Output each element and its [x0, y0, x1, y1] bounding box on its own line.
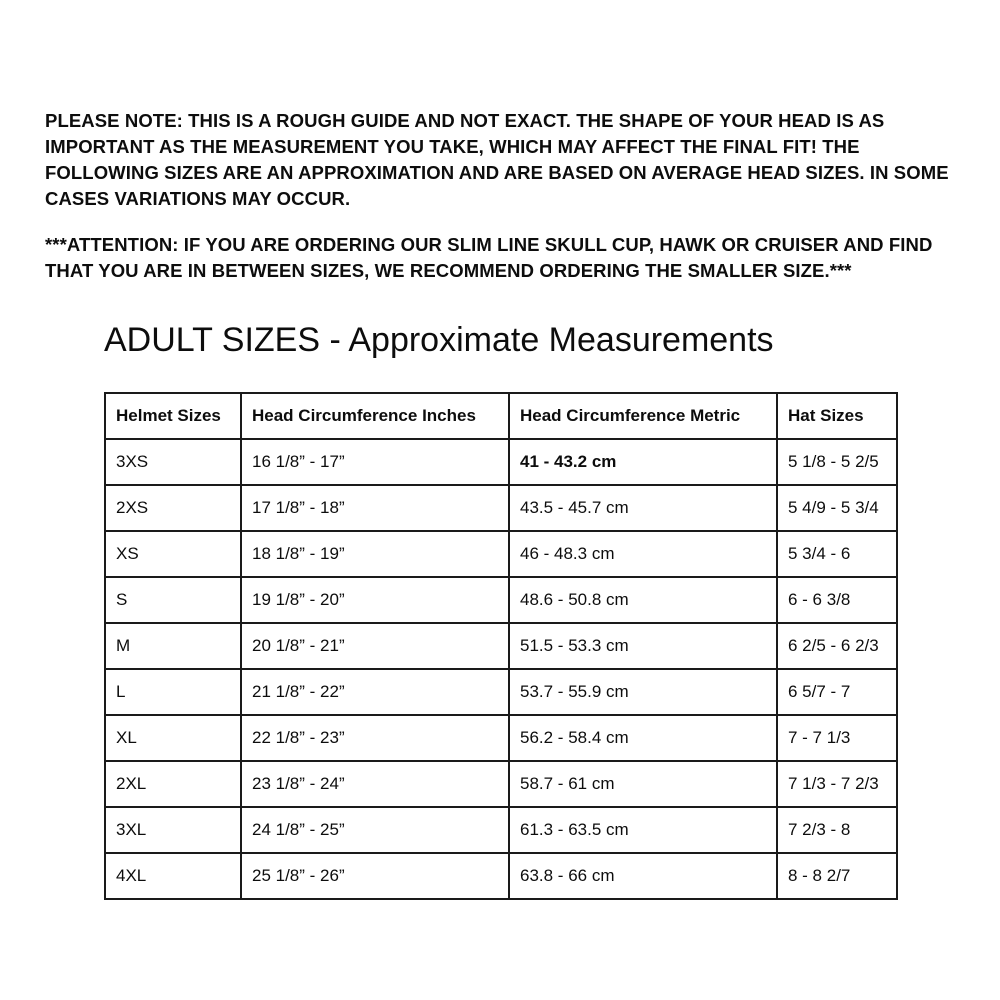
cell-helmet-size: 3XS [105, 439, 241, 485]
cell-hat-size: 7 2/3 - 8 [777, 807, 897, 853]
cell-metric: 53.7 - 55.9 cm [509, 669, 777, 715]
table-row [105, 853, 897, 899]
cell-metric: 56.2 - 58.4 cm [509, 715, 777, 761]
cell-helmet-size: L [105, 669, 241, 715]
adult-sizes-table [104, 392, 898, 900]
cell-hat-size: 6 2/5 - 6 2/3 [777, 623, 897, 669]
table-row [105, 531, 897, 577]
table-row [105, 669, 897, 715]
cell-hat-size: 5 3/4 - 6 [777, 531, 897, 577]
cell-inches: 18 1/8” - 19” [241, 531, 509, 577]
cell-helmet-size: 3XL [105, 807, 241, 853]
cell-inches: 19 1/8” - 20” [241, 577, 509, 623]
cell-inches: 24 1/8” - 25” [241, 807, 509, 853]
cell-helmet-size: 2XS [105, 485, 241, 531]
cell-hat-size: 5 4/9 - 5 3/4 [777, 485, 897, 531]
notes-section [45, 108, 955, 284]
cell-helmet-size: 2XL [105, 761, 241, 807]
cell-hat-size: 6 5/7 - 7 [777, 669, 897, 715]
cell-metric: 43.5 - 45.7 cm [509, 485, 777, 531]
cell-inches: 21 1/8” - 22” [241, 669, 509, 715]
cell-hat-size: 7 1/3 - 7 2/3 [777, 761, 897, 807]
cell-metric: 63.8 - 66 cm [509, 853, 777, 899]
cell-helmet-size: S [105, 577, 241, 623]
column-header-helmet-sizes: Helmet Sizes [105, 393, 241, 439]
cell-metric: 48.6 - 50.8 cm [509, 577, 777, 623]
table-row [105, 715, 897, 761]
cell-hat-size: 7 - 7 1/3 [777, 715, 897, 761]
cell-inches: 20 1/8” - 21” [241, 623, 509, 669]
cell-inches: 22 1/8” - 23” [241, 715, 509, 761]
cell-hat-size: 8 - 8 2/7 [777, 853, 897, 899]
cell-metric: 51.5 - 53.3 cm [509, 623, 777, 669]
cell-inches: 17 1/8” - 18” [241, 485, 509, 531]
table-row [105, 761, 897, 807]
cell-metric: 41 - 43.2 cm [509, 439, 777, 485]
cell-metric: 46 - 48.3 cm [509, 531, 777, 577]
table-header-row [105, 393, 897, 439]
cell-inches: 16 1/8” - 17” [241, 439, 509, 485]
table-row [105, 485, 897, 531]
table-row [105, 577, 897, 623]
column-header-hat-sizes: Hat Sizes [777, 393, 897, 439]
table-row [105, 439, 897, 485]
column-header-head-circumference-inches: Head Circumference Inches [241, 393, 509, 439]
note-paragraph-1: PLEASE NOTE: THIS IS A ROUGH GUIDE AND NOT EXACT. THE SHAPE OF YOUR HEAD IS AS IMPORTANT AS THE MEASUREMENT YOU TAKE, WHICH MAY AFFECT THE FINAL FIT! THE FOLLOWING SIZES ARE AN APPROXIMATION AND ARE BASED ON AVERAGE HEAD SIZES. IN SOME CASES VARIATIONS MAY OCCUR. [45, 110, 949, 209]
table-row [105, 623, 897, 669]
page-title: ADULT SIZES - Approximate Measurements [104, 321, 774, 359]
cell-helmet-size: M [105, 623, 241, 669]
cell-inches: 25 1/8” - 26” [241, 853, 509, 899]
size-table-container [104, 392, 896, 900]
cell-helmet-size: XS [105, 531, 241, 577]
table-row [105, 807, 897, 853]
cell-inches: 23 1/8” - 24” [241, 761, 509, 807]
note-paragraph-2: ***ATTENTION: IF YOU ARE ORDERING OUR SLIM LINE SKULL CUP, HAWK OR CRUISER AND FIND THAT YOU ARE IN BETWEEN SIZES, WE RECOMMEND ORDERING THE SMALLER SIZE.*** [45, 234, 933, 281]
cell-metric: 61.3 - 63.5 cm [509, 807, 777, 853]
cell-metric: 58.7 - 61 cm [509, 761, 777, 807]
cell-helmet-size: 4XL [105, 853, 241, 899]
column-header-head-circumference-metric: Head Circumference Metric [509, 393, 777, 439]
cell-hat-size: 5 1/8 - 5 2/5 [777, 439, 897, 485]
cell-hat-size: 6 - 6 3/8 [777, 577, 897, 623]
cell-helmet-size: XL [105, 715, 241, 761]
table-body [105, 439, 897, 899]
